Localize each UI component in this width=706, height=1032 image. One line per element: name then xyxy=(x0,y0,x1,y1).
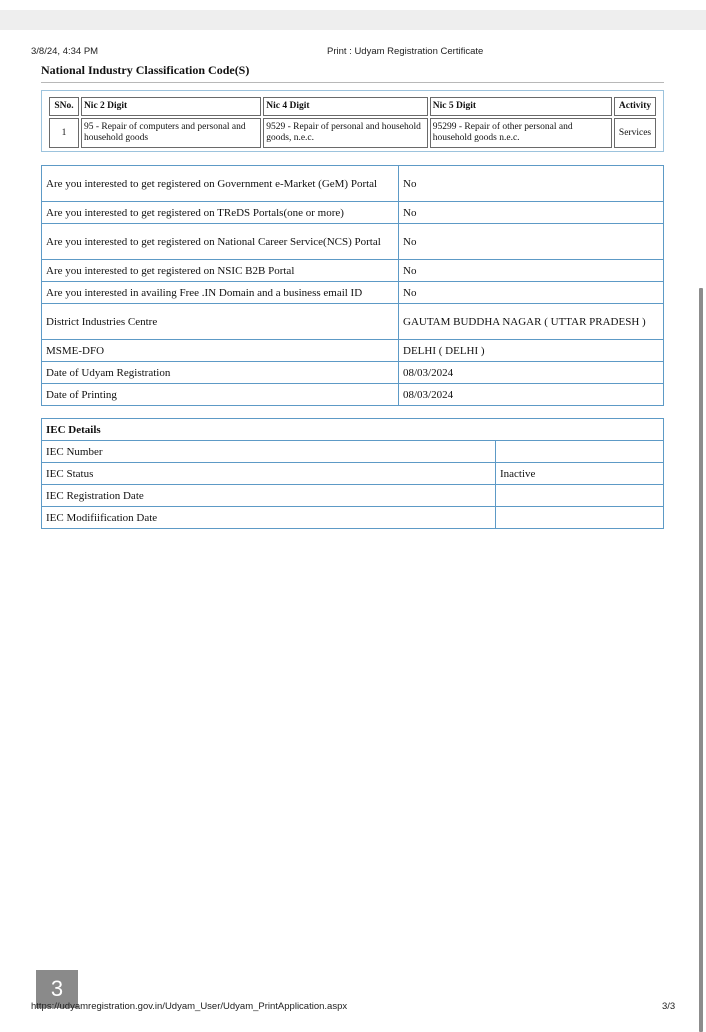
nic-header-4digit: Nic 4 Digit xyxy=(263,97,428,116)
iec-row-registration-date xyxy=(42,485,664,507)
nic-cell-4digit: 9529 - Repair of personal and household goods, n.e.c. xyxy=(263,118,428,148)
nic-cell-5digit: 95299 - Repair of other personal and household goods n.e.c. xyxy=(430,118,612,148)
iec-title: IEC Details xyxy=(42,419,664,441)
info-answer: 08/03/2024 xyxy=(399,362,664,384)
info-question: Are you interested to get registered on National Career Service(NCS) Portal xyxy=(42,224,399,260)
browser-top-bar xyxy=(0,10,706,30)
iec-row-modification-date xyxy=(42,507,664,529)
info-question: MSME-DFO xyxy=(42,340,399,362)
nic-header-sno: SNo. xyxy=(49,97,79,116)
iec-value xyxy=(496,441,664,463)
iec-row-number xyxy=(42,441,664,463)
nic-header-2digit: Nic 2 Digit xyxy=(81,97,261,116)
scrollbar[interactable] xyxy=(699,288,703,1032)
general-info-table xyxy=(41,165,664,406)
info-row-treds xyxy=(42,202,664,224)
nic-section-title: National Industry Classification Code(S) xyxy=(41,63,250,77)
iec-value xyxy=(496,485,664,507)
info-row-registration-date xyxy=(42,362,664,384)
page-number-badge: 3 xyxy=(36,970,78,1008)
info-answer: GAUTAM BUDDHA NAGAR ( UTTAR PRADESH ) xyxy=(399,304,664,340)
info-row-ncs xyxy=(42,224,664,260)
info-row-domain xyxy=(42,282,664,304)
nic-table xyxy=(47,95,658,150)
info-answer: 08/03/2024 xyxy=(399,384,664,406)
divider xyxy=(41,82,664,83)
info-row-msme-dfo xyxy=(42,340,664,362)
footer-url: https://udyamregistration.gov.in/Udyam_User/Udyam_PrintApplication.aspx xyxy=(31,1001,348,1012)
nic-header-5digit: Nic 5 Digit xyxy=(430,97,612,116)
nic-header-activity: Activity xyxy=(614,97,656,116)
print-datetime: 3/8/24, 4:34 PM xyxy=(31,46,99,57)
info-answer: No xyxy=(399,224,664,260)
info-question: Are you interested to get registered on TReDS Portals(one or more) xyxy=(42,202,399,224)
nic-cell-sno: 1 xyxy=(49,118,79,148)
info-question: Are you interested in availing Free .IN Domain and a business email ID xyxy=(42,282,399,304)
info-answer: DELHI ( DELHI ) xyxy=(399,340,664,362)
info-question: District Industries Centre xyxy=(42,304,399,340)
info-question: Are you interested to get registered on Government e-Market (GeM) Portal xyxy=(42,166,399,202)
info-question: Date of Printing xyxy=(42,384,399,406)
info-row-printing-date xyxy=(42,384,664,406)
footer-page-count: 3/3 xyxy=(662,1001,676,1012)
iec-label: IEC Modifiification Date xyxy=(42,507,496,529)
info-answer: No xyxy=(399,166,664,202)
info-question: Are you interested to get registered on NSIC B2B Portal xyxy=(42,260,399,282)
nic-cell-2digit: 95 - Repair of computers and personal and household goods xyxy=(81,118,261,148)
info-row-dic xyxy=(42,304,664,340)
iec-label: IEC Number xyxy=(42,441,496,463)
iec-value: Inactive xyxy=(496,463,664,485)
info-answer: No xyxy=(399,202,664,224)
info-row-nsic xyxy=(42,260,664,282)
iec-table xyxy=(41,418,664,529)
info-answer: No xyxy=(399,282,664,304)
iec-label: IEC Registration Date xyxy=(42,485,496,507)
info-row-gem xyxy=(42,166,664,202)
nic-cell-activity: Services xyxy=(614,118,656,148)
info-answer: No xyxy=(399,260,664,282)
print-header xyxy=(31,46,675,60)
nic-row xyxy=(49,118,656,148)
iec-row-status xyxy=(42,463,664,485)
nic-header-row xyxy=(49,97,656,116)
info-question: Date of Udyam Registration xyxy=(42,362,399,384)
print-title: Print : Udyam Registration Certificate xyxy=(327,46,484,57)
iec-value xyxy=(496,507,664,529)
iec-label: IEC Status xyxy=(42,463,496,485)
iec-header-row xyxy=(42,419,664,441)
nic-table-container xyxy=(41,90,664,152)
